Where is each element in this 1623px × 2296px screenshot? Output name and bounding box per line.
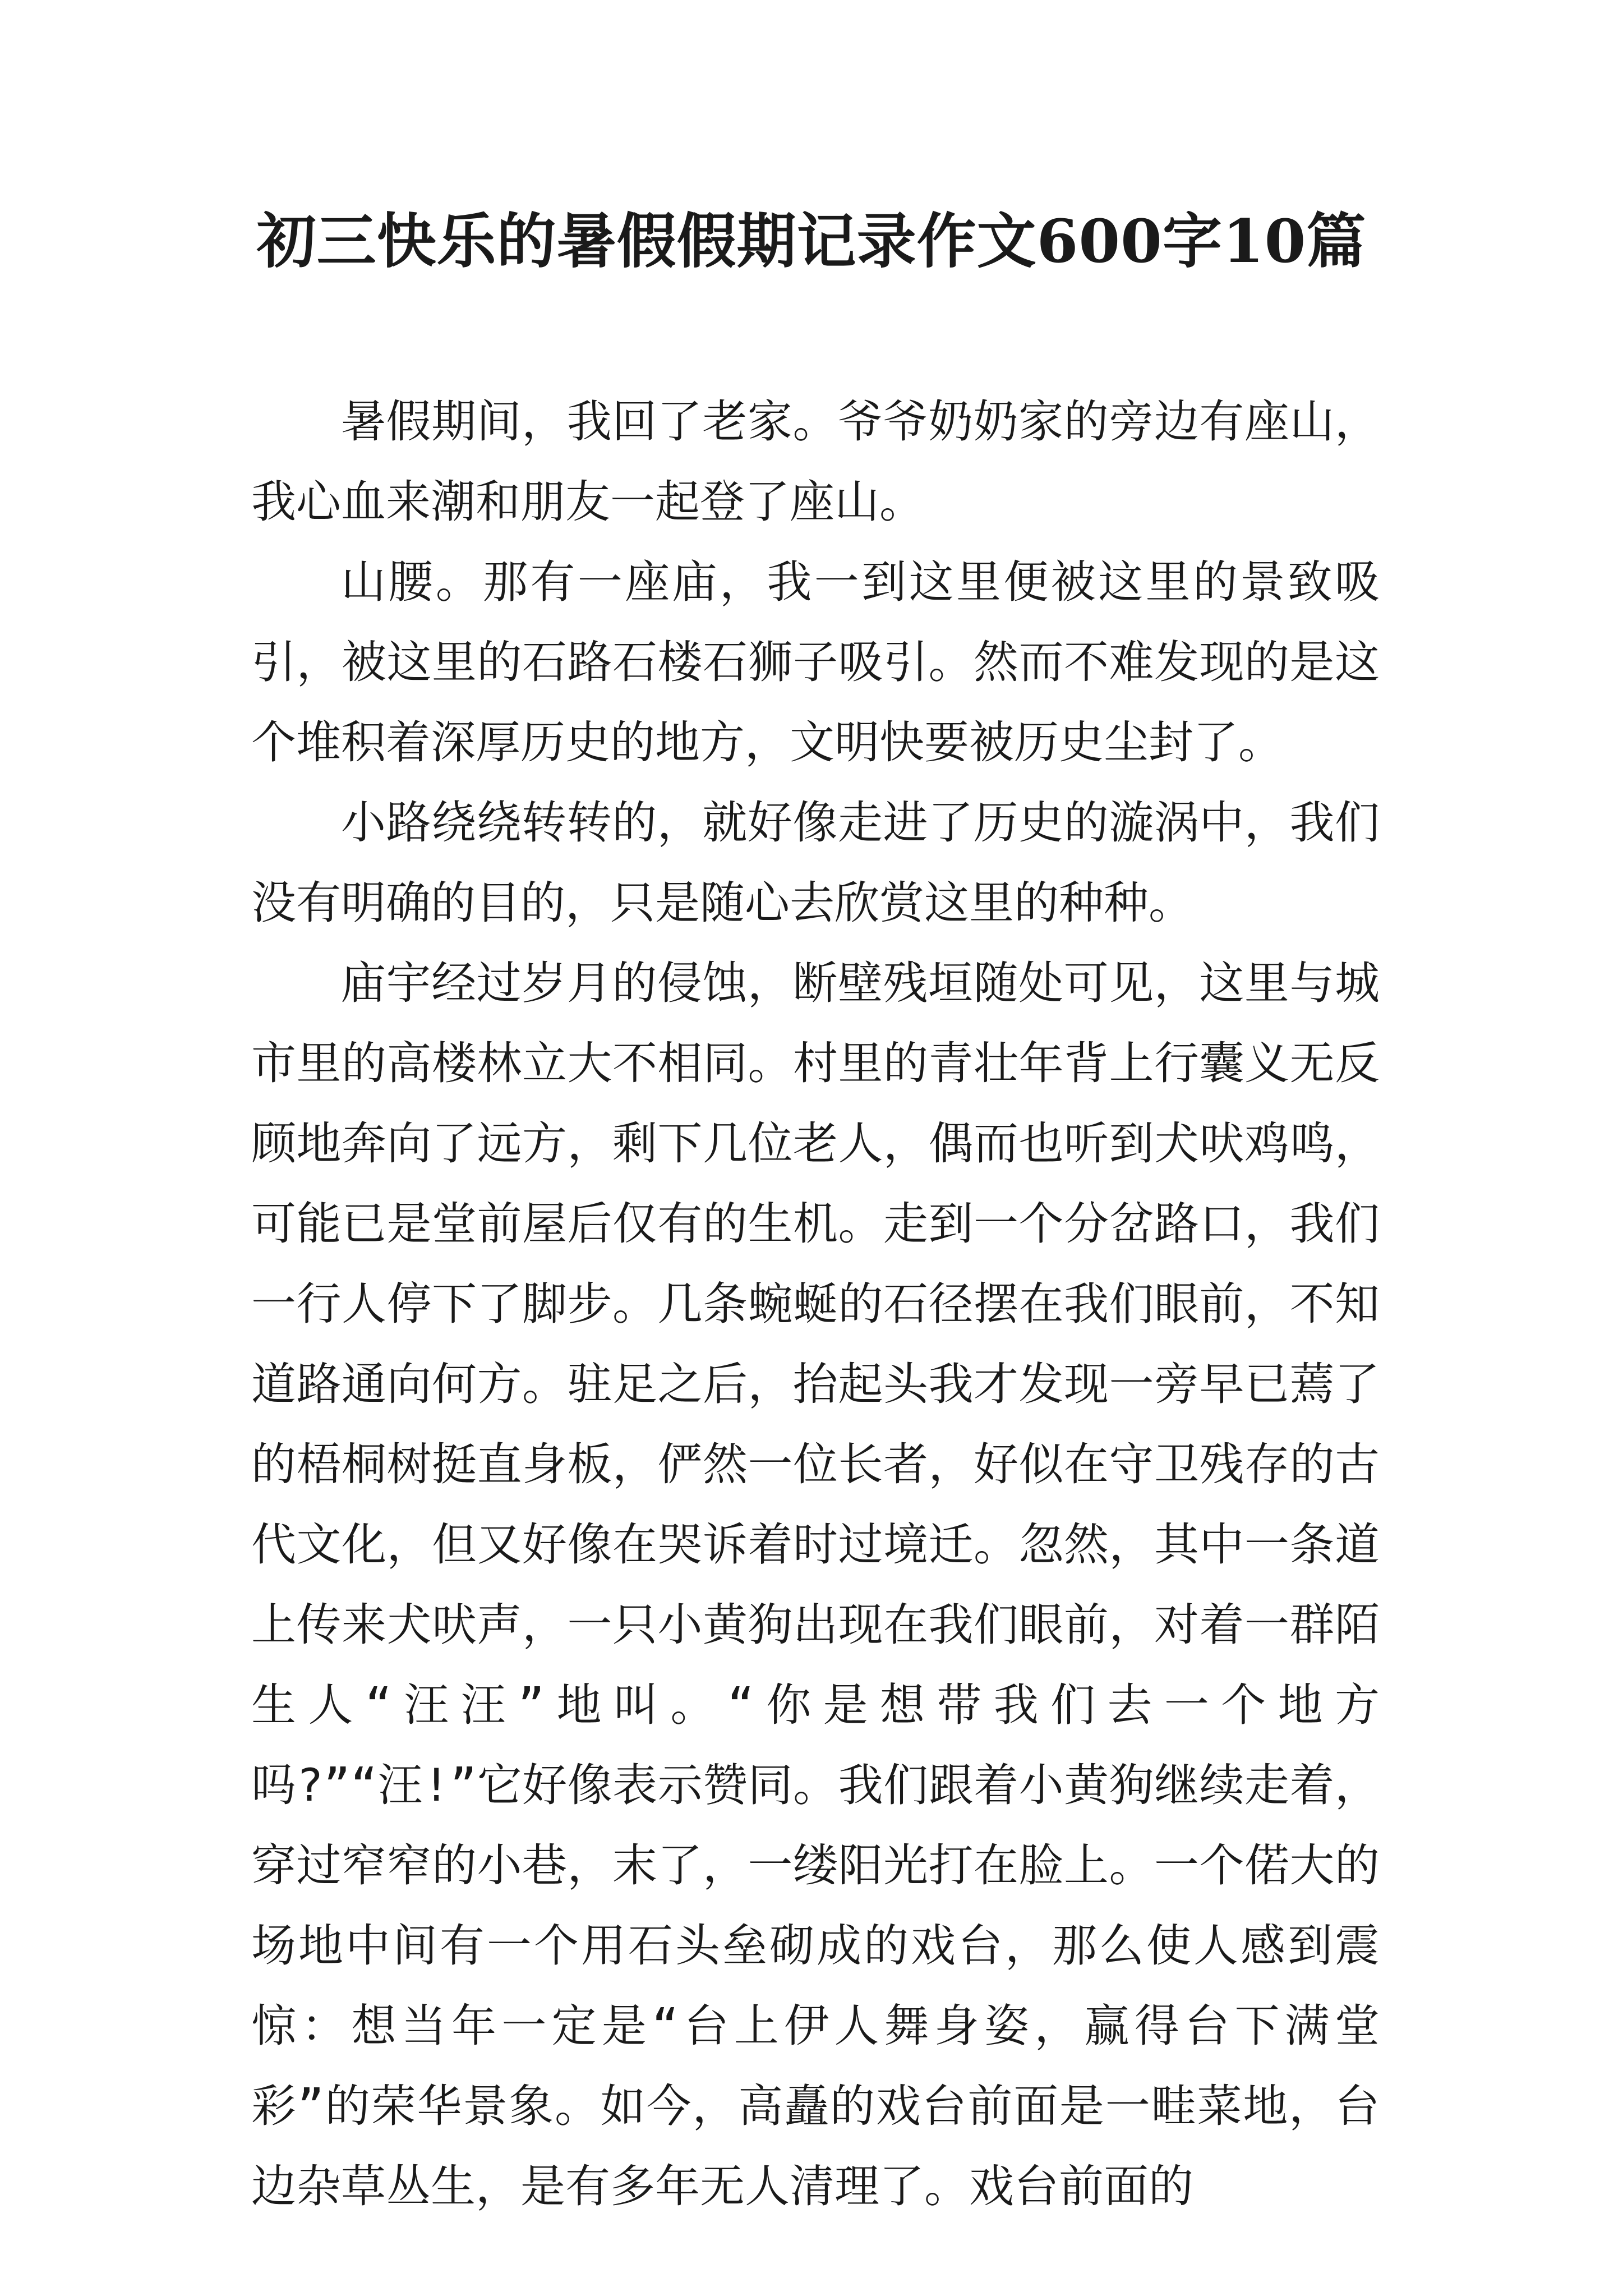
paragraph: 小路绕绕转转的，就好像走进了历史的漩涡中，我们没有明确的目的，只是随心去欣赏这里的种种。 bbox=[251, 797, 1380, 929]
document-body bbox=[251, 381, 1380, 2226]
paragraph: 庙宇经过岁月的侵蚀，断壁残垣随处可见，这里与城市里的高楼林立大不相同。村里的青壮年背上行囊义无反顾地奔向了远方，剩下几位老人，偶而也听到犬吠鸡鸣，可能已是堂前屋后仅有的生机。走到一个分岔路口，我们一行人停下了脚步。几条蜿蜒的石径摆在我们眼前，不知道路通向何方。驻足之后，抬起头我才发现一旁早已蔫了的梧桐树挺直身板，俨然一位长者，好似在守卫残存的古代文化，但又好像在哭诉着时过境迁。忽然，其中一条道上传来犬吠声，一只小黄狗出现在我们眼前，对着一群陌生人“汪汪”地叫。“你是想带我们去一个地方吗?”“汪!”它好像表示赞同。我们跟着小黄狗继续走着，穿过窄窄的小巷，末了，一缕阳光打在脸上。一个偌大的场地中间有一个用石头垒砌成的戏台，那么使人感到震惊：想当年一定是“台上伊人舞身姿，赢得台下满堂彩”的荣华景象。如今，高矗的戏台前面是一畦菜地，台边杂草丛生，是有多年无人清理了。戏台前面的 bbox=[251, 957, 1380, 2212]
paragraph: 暑假期间，我回了老家。爷爷奶奶家的旁边有座山，我心血来潮和朋友一起登了座山。 bbox=[251, 395, 1380, 528]
document-title: 初三快乐的暑假假期记录作文600字10篇 bbox=[256, 206, 1367, 276]
paragraph: 山腰。那有一座庙，我一到这里便被这里的景致吸引，被这里的石路石楼石狮子吸引。然而不难发现的是这个堆积着深厚历史的地方，文明快要被历史尘封了。 bbox=[251, 556, 1380, 769]
